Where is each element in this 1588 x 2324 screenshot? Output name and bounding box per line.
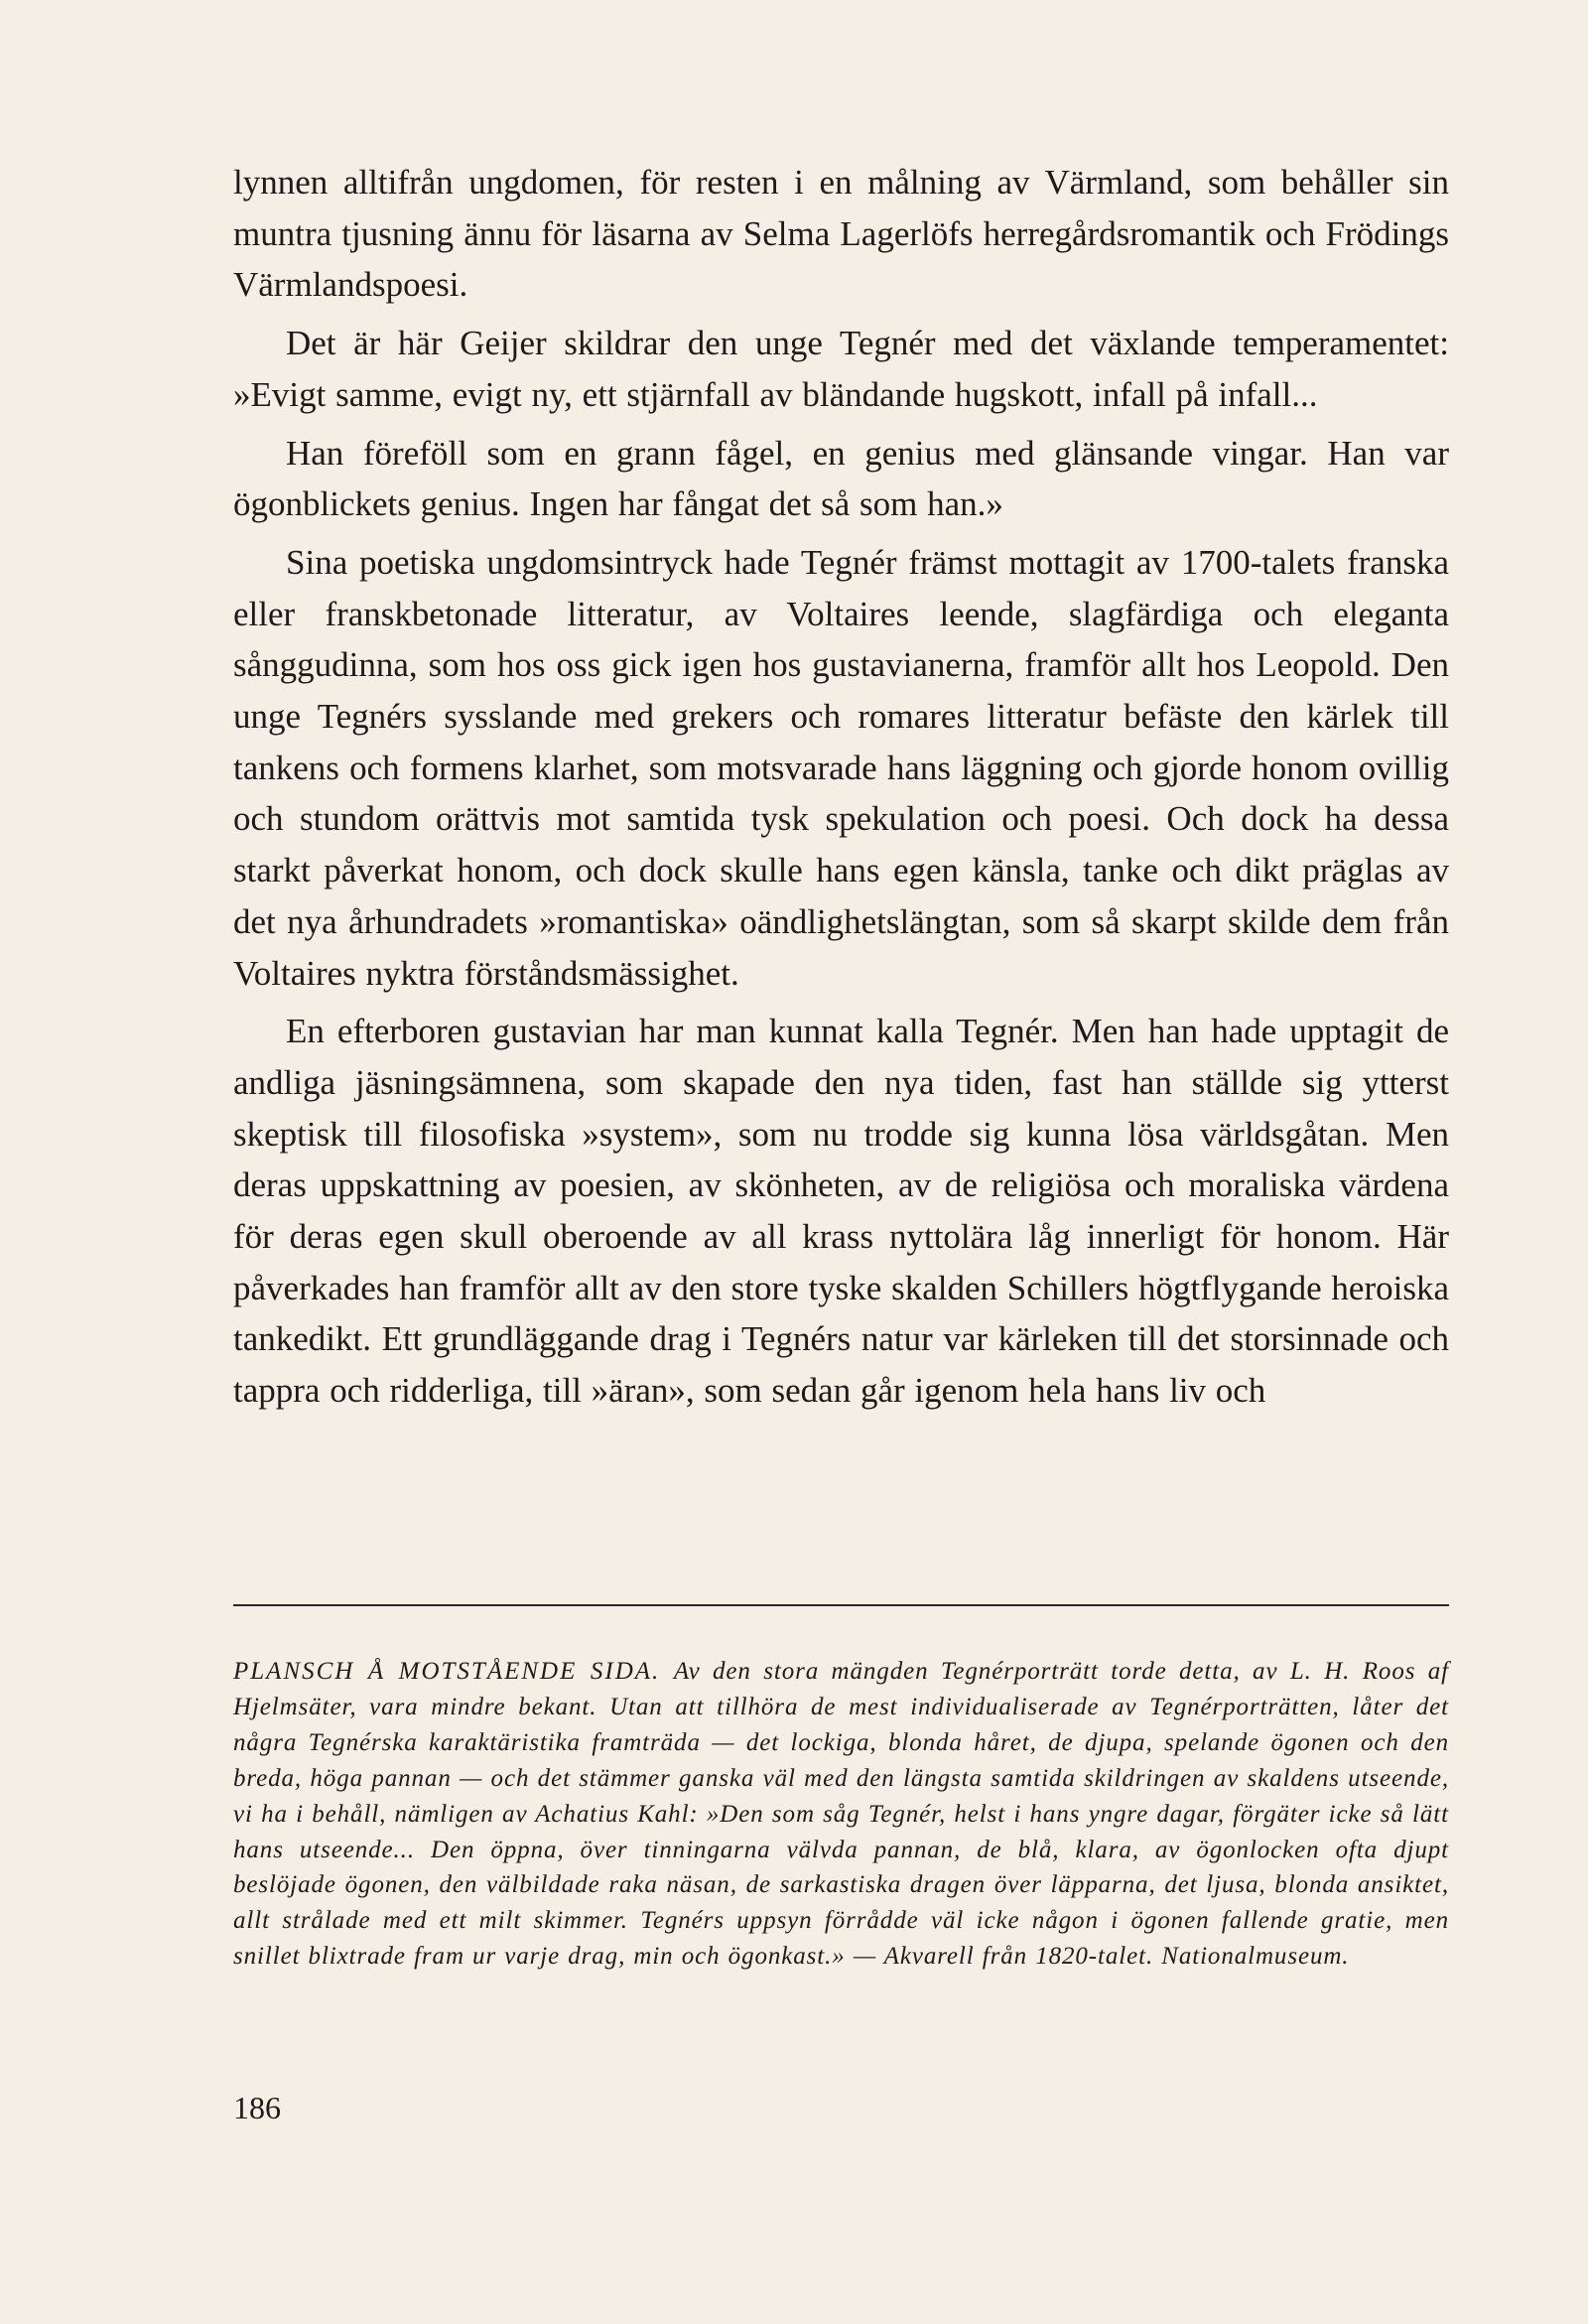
body-paragraph-3: Han föreföll som en grann fågel, en genius med glänsande vingar. Han var ögonblickets genius. Ingen har fångat det så som han.» [233, 433, 1449, 524]
body-paragraph-2: Det är här Geijer skildrar den unge Tegnér med det växlande temperamentet: »Evigt samme, evigt ny, ett stjärnfall av bländande hugskott, infall på infall... [233, 324, 1449, 414]
footnote-divider [233, 1604, 1449, 1606]
body-paragraph-4: Sina poetiska ungdomsintryck hade Tegnér främst mottagit av 1700-talets franska eller franskbetonade litteratur, av Voltaires leende, slagfärdiga och eleganta sånggudinna, som hos oss gick igen hos gustavianerna, framför allt hos Leopold. Den unge Tegnérs sysslande med grekers och romares litteratur befäste den kärlek till tankens och formens klarhet, som motsvarade hans läggning och gjorde honom ovillig och stundom orättvis mot samtida tysk spekulation och poesi. Och dock ha dessa starkt påverkat honom, och dock skulle hans egen känsla, tanke och dikt präglas av det nya århundradets »romantiska» oändlighetslängtan, som så skarpt skilde dem från Voltaires nyktra förståndsmässighet. [233, 542, 1449, 993]
body-paragraph-1: lynnen alltifrån ungdomen, för resten i en målning av Värmland, som behåller sin muntra tjusning ännu för läsarna av Selma Lagerlöfs herregårdsromantik och Frödings Värmlandspoesi. [233, 163, 1449, 305]
body-paragraph-5: En efterboren gustavian har man kunnat kalla Tegnér. Men han hade upptagit de andliga jäsningsämnena, som skapade den nya tiden, fast han ställde sig ytterst skeptisk till filosofiska »system», som nu trodde sig kunna lösa världsgåtan. Men deras uppskattning av poesien, av skönheten, av de religiösa och moraliska värdena för deras egen skull oberoende av all krass nyttolära låg innerligt för honom. Här påverkades han framför allt av den store tyske skalden Schillers högtflygande heroiska tankedikt. Ett grundläggande drag i Tegnérs natur var kärleken till det storsinnade och tappra och ridderliga, till »äran», som sedan går igenom hela hans liv och [233, 1012, 1449, 1411]
page-number: 186 [233, 2090, 281, 2125]
plate-caption [233, 1654, 1449, 1975]
body-text [233, 157, 1449, 1417]
caption-heading: PLANSCH Å MOTSTÅENDE SIDA. [233, 1658, 674, 1685]
caption-text: Av den stora mängden Tegnérporträtt torde detta, av L. H. Roos af Hjelmsäter, vara mindre bekant. Utan att tillhöra de mest individualiserade av Tegnérporträtten, låter det några Tegnérska karaktäristika framträda — det lockiga, blonda håret, de djupa, spelande ögonen och den breda, höga pannan — och det stämmer ganska väl med den längsta samtida skildringen av skaldens utseende, vi ha i behåll, nämligen av Achatius Kahl: »Den som såg Tegnér, helst i hans yngre dagar, förgäter icke så lätt hans utseende... Den öppna, över tinningarna välvda pannan, de blå, klara, av ögonlocken ofta djupt beslöjade ögonen, den välbildade raka näsan, de sarkastiska dragen över läpparna, det ljusa, blonda ansiktet, allt strålade med ett milt skimmer. Tegnérs uppsyn förrådde väl icke någon i ögonen fallende gratie, men snillet blixtrade fram ur varje drag, min och ögonkast.» — Akvarell från 1820-talet. Nationalmuseum. [233, 1658, 1450, 1971]
